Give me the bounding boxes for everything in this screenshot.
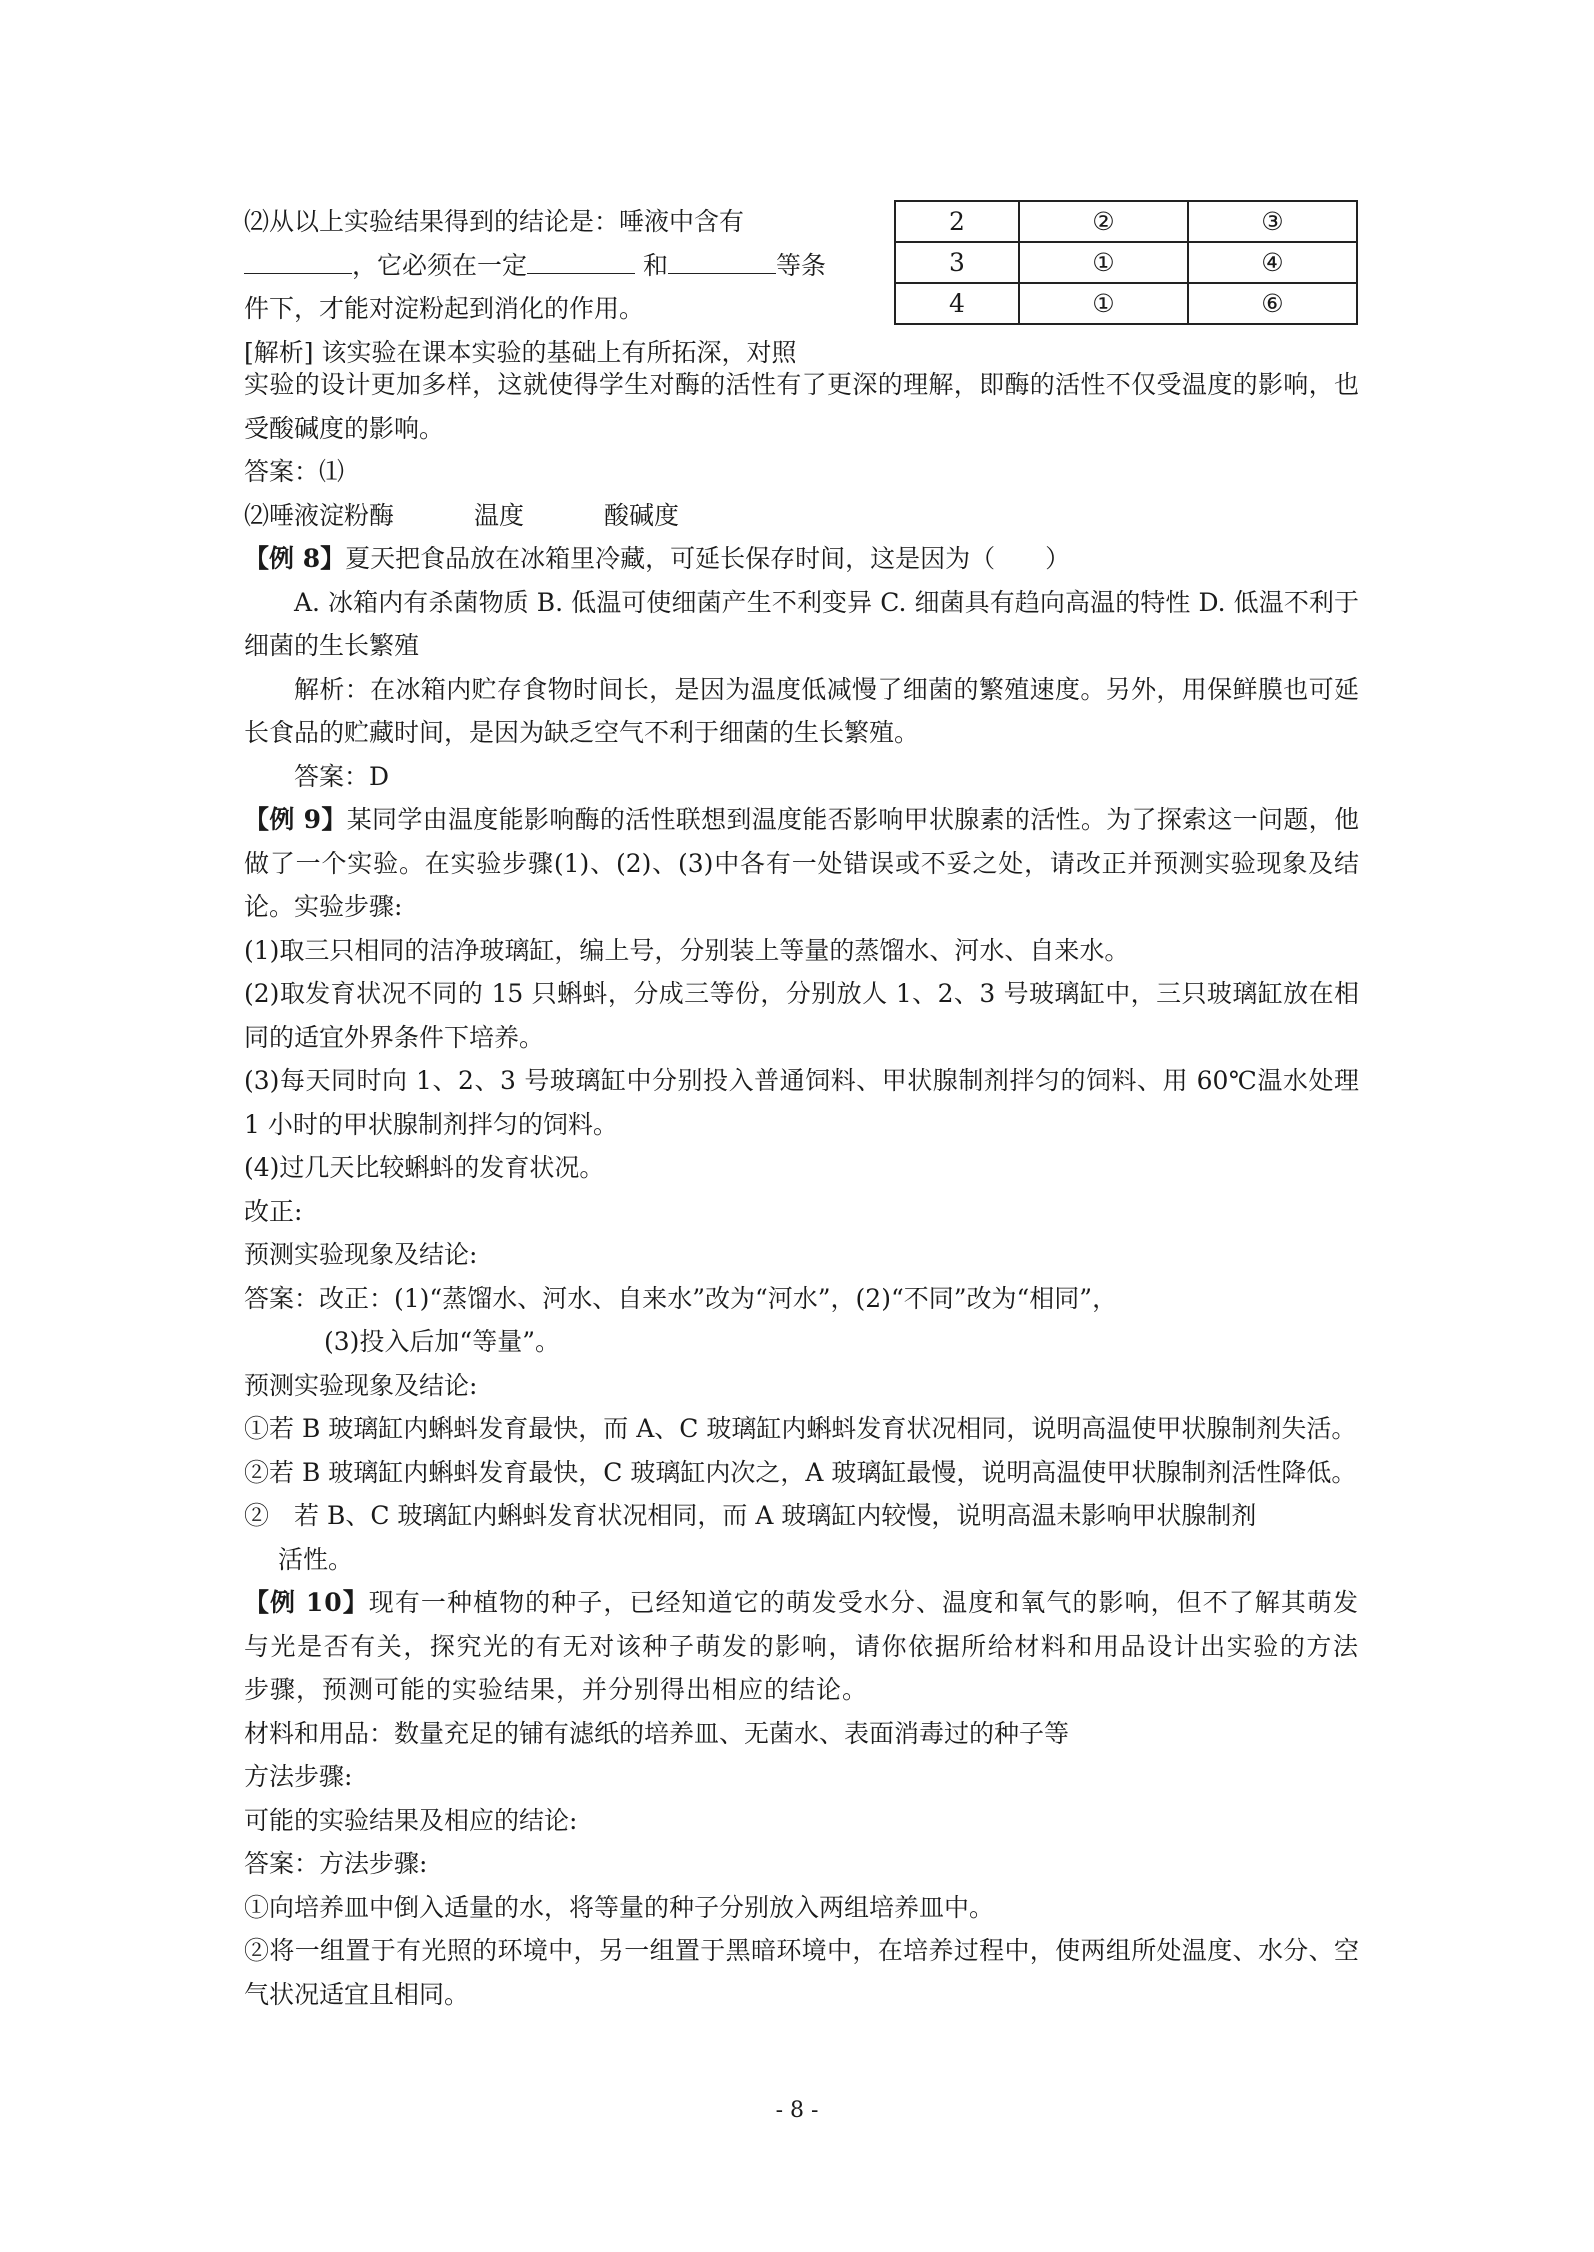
- example-8-options: A. 冰箱内有杀菌物质 B. 低温可使细菌产生不利变异 C. 细菌具有趋向高温的特性 D. 低温不利于细菌的生长繁殖: [244, 587, 1359, 660]
- example-9-question: 【例 9】某同学由温度能影响酶的活性联想到温度能否影响甲状腺素的活性。为了探索这一问题，他做了一个实验。在实验步骤(1)、(2)、(3)中各有一处错误或不妥之处，请改正并预测实验现象及结论。实验步骤:: [244, 805, 1359, 921]
- example-9-result-3a: ② 若 B、C 玻璃缸内蝌蚪发育状况相同，而 A 玻璃缸内较慢，说明高温未影响甲状腺制剂: [244, 1501, 1257, 1530]
- question-2-block: [244, 200, 1359, 367]
- example-8-tag: 【例 8】: [244, 544, 346, 573]
- example-9-step-2: (2)取发育状况不同的 15 只蝌蚪，分成三等份，分别放人 1、2、3 号玻璃缸中，三只玻璃缸放在相同的适宜外界条件下培养。: [244, 979, 1359, 1052]
- q2-line-3: 件下，才能对淀粉起到消化的作用。: [244, 294, 645, 323]
- example-9-answer-a: 答案：改正：(1)“蒸馏水、河水、自来水”改为“河水”，(2)“不同”改为“相同”，: [244, 1283, 1118, 1313]
- example-10-method-label: 方法步骤:: [244, 1762, 353, 1791]
- table-cell: 2: [895, 201, 1019, 242]
- table-cell: ③: [1188, 201, 1357, 242]
- page-number: - 8 -: [775, 2098, 819, 2123]
- answer-blank: [244, 245, 352, 274]
- answer-2: ⑵唾液淀粉酶 温度 酸碱度: [244, 500, 680, 530]
- table-cell: ①: [1019, 242, 1188, 283]
- example-8-answer: 答案：D: [294, 761, 390, 791]
- q2-line-1: ⑵从以上实验结果得到的结论是：唾液中含有: [244, 207, 745, 236]
- table-cell: 3: [895, 242, 1019, 283]
- table-row: [895, 283, 1357, 324]
- example-9-tag: 【例 9】: [244, 805, 347, 834]
- table-cell: ②: [1019, 201, 1188, 242]
- example-10-results-label: 可能的实验结果及相应的结论:: [244, 1805, 578, 1835]
- example-9-step-3: (3)每天同时向 1、2、3 号玻璃缸中分别投入普通饲料、甲状腺制剂拌匀的饲料、用 60℃温水处理 1 小时的甲状腺制剂拌匀的饲料。: [244, 1066, 1359, 1139]
- answer-blank: [527, 245, 635, 274]
- example-9-result-1: ①若 B 玻璃缸内蝌蚪发育最快，而 A、C 玻璃缸内蝌蚪发育状况相同，说明高温使甲状腺制剂失活。: [244, 1414, 1357, 1443]
- example-8-question: 【例 8】夏天把食品放在冰箱里冷藏，可延长保存时间，这是因为（ ）: [244, 544, 1071, 573]
- analysis-head: [解析] 该实验在课本实验的基础上有所拓深，对照: [244, 337, 797, 367]
- example-10-tag: 【例 10】: [244, 1588, 369, 1617]
- results-table: [894, 200, 1358, 325]
- example-10-question: 【例 10】现有一种植物的种子，已经知道它的萌发受水分、温度和氧气的影响，但不了解其萌发与光是否有关，探究光的有无对该种子萌发的影响，请你依据所给材料和用品设计出实验的方法步骤，预测可能的实验结果，并分别得出相应的结论。: [244, 1588, 1359, 1704]
- example-9-answer-b: (3)投入后加“等量”。: [324, 1327, 560, 1356]
- example-10-answer: 答案：方法步骤:: [244, 1849, 428, 1878]
- table-cell: 4: [895, 283, 1019, 324]
- question-2-text: [244, 200, 884, 374]
- example-9-step-4: (4)过几天比较蝌蚪的发育状况。: [244, 1153, 605, 1182]
- example-9-step-1: (1)取三只相同的洁净玻璃缸，编上号，分别装上等量的蒸馏水、河水、自来水。: [244, 935, 1130, 965]
- table-row: [895, 201, 1357, 242]
- example-9-result-3b: 活性。: [278, 1544, 354, 1574]
- table-cell: ⑥: [1188, 283, 1357, 324]
- table-row: [895, 242, 1357, 283]
- example-10-materials: 材料和用品：数量充足的铺有滤纸的培养皿、无菌水、表面消毒过的种子等: [244, 1718, 1070, 1748]
- answer-1: 答案：⑴: [244, 457, 345, 486]
- example-9-result-2: ②若 B 玻璃缸内蝌蚪发育最快，C 玻璃缸内次之，A 玻璃缸最慢，说明高温使甲状腺制剂活性降低。: [244, 1457, 1357, 1487]
- example-8-analysis: 解析：在冰箱内贮存食物时间长，是因为温度低减慢了细菌的繁殖速度。另外，用保鲜膜也可延长食品的贮藏时间，是因为缺乏空气不利于细菌的生长繁殖。: [244, 674, 1359, 747]
- answer-blank: [668, 245, 776, 274]
- q2-line-2: ，它必须在一定 和 等条: [244, 244, 884, 288]
- example-9-predict-label: 预测实验现象及结论:: [244, 1240, 478, 1269]
- table-cell: ①: [1019, 283, 1188, 324]
- table-cell: ④: [1188, 242, 1357, 283]
- example-9-predict-label-2: 预测实验现象及结论:: [244, 1370, 478, 1400]
- page-content: [244, 200, 1359, 2016]
- example-9-fix-label: 改正:: [244, 1196, 303, 1226]
- example-10-method-1: ①向培养皿中倒入适量的水，将等量的种子分别放入两组培养皿中。: [244, 1892, 995, 1922]
- analysis-continuation: 实验的设计更加多样，这就使得学生对酶的活性有了更深的理解，即酶的活性不仅受温度的影响，也受酸碱度的影响。: [244, 370, 1359, 443]
- example-10-method-2: ②将一组置于有光照的环境中，另一组置于黑暗环境中，在培养过程中，使两组所处温度、水分、空气状况适宜且相同。: [244, 1936, 1359, 2009]
